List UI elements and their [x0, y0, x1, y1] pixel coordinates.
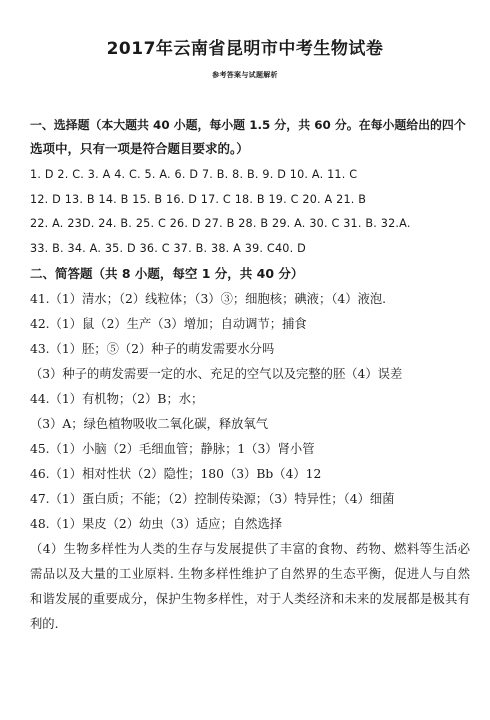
- answer-row-1: 1. D 2. C. 3. A 4. C. 5. A. 6. D 7. B. 8. B. 9. D 10. A. 11. C: [30, 168, 358, 181]
- document-title: 2017年云南省昆明市中考生物试卷: [106, 39, 384, 59]
- answer-43-cont: （3）种子的萌发需要一定的水、充足的空气以及完整的胚（4）误差: [30, 367, 403, 381]
- answer-42: 42.（1）鼠（2）生产（3）增加；自动调节；捕食: [30, 317, 307, 331]
- answer-48-para-4: 利的.: [30, 617, 59, 631]
- answer-row-2: 12. D 13. B 14. B 15. B 16. D 17. C 18. B 19. C 20. A 21. B: [30, 193, 367, 206]
- answer-47: 47.（1）蛋白质；不能；（2）控制传染源；（3）特异性；（4）细菌: [30, 492, 395, 506]
- answer-45: 45.（1）小脑（2）毛细血管；静脉；1（3）肾小管: [30, 442, 315, 456]
- answer-row-3: 22. A. 23D. 24. B. 25. C 26. D 27. B 28. B 29. A. 30. C 31. B. 32.A.: [30, 217, 411, 230]
- answer-43: 43.（1）胚；⑤（2）种子的萌发需要水分吗: [30, 342, 275, 356]
- section1-heading-cont: 选项中，只有一项是符合题目要求的。）: [30, 141, 249, 156]
- section1-heading: 一、选择题（本大题共 40 小题，每小题 1.5 分，共 60 分。在每小题给出的四个: [30, 118, 466, 132]
- answer-row-4: 33. B. 34. A. 35. D 36. C 37. B. 38. A 39. C40. D: [30, 242, 306, 255]
- answer-48-para-3: 和谐发展的重要成分，保护生物多样性，对于人类经济和未来的发展都是极其有: [30, 592, 470, 606]
- answer-48-para-2: 需品以及大量的工业原料. 生物多样性维护了自然界的生态平衡，促进人与自然: [30, 567, 470, 581]
- document-subtitle: 参考答案与试题解析: [212, 71, 278, 79]
- answer-48-para-1: （4）生物多样性为人类的生存与发展提供了丰富的食物、药物、燃料等生活必: [30, 542, 470, 556]
- answer-41: 41.（1）清水；（2）线粒体；（3）③；细胞核；碘液；（4）液泡.: [30, 292, 387, 306]
- answer-44-cont: （3）A；绿色植物吸收二氧化碳，释放氧气: [30, 417, 269, 431]
- answer-48: 48.（1）果皮（2）幼虫（3）适应；自然选择: [30, 517, 283, 531]
- section2-heading: 二、简答题（共 8 小题，每空 1 分，共 40 分）: [30, 266, 304, 281]
- answer-44: 44.（1）有机物；（2）B；水；: [30, 392, 204, 406]
- answer-46: 46.（1）相对性状（2）隐性；180（3）Bb（4）12: [30, 467, 322, 481]
